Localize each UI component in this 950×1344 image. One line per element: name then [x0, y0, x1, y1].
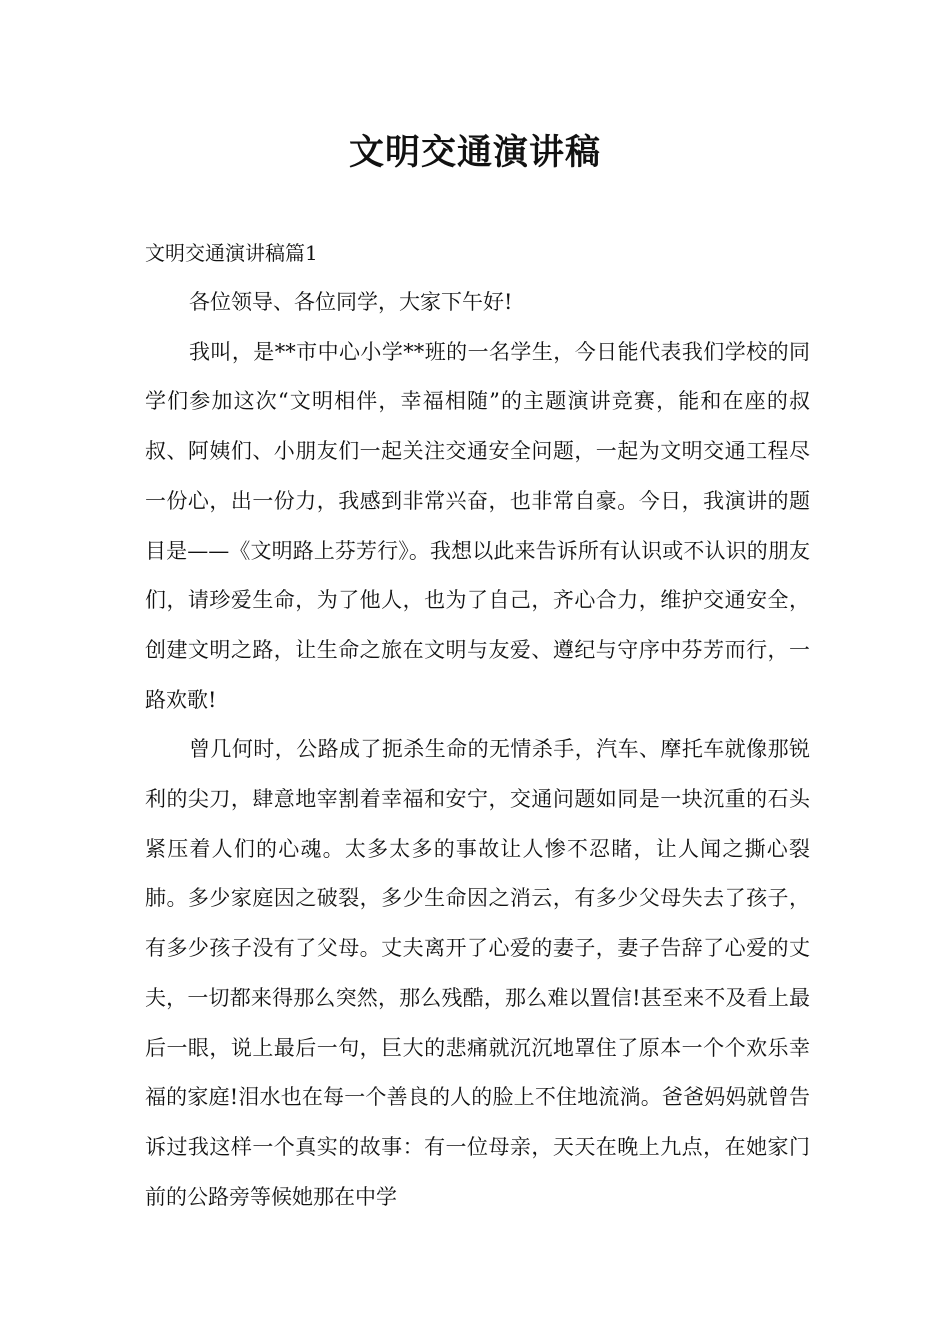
- document-body: [145, 228, 810, 1222]
- paragraph-greeting: 各位领导、各位同学，大家下午好!: [189, 290, 513, 314]
- section-heading: 文明交通演讲稿篇1: [145, 241, 318, 265]
- paragraph-story: 曾几何时，公路成了扼杀生命的无情杀手，汽车、摩托车就像那锐利的尖刀，肆意地宰割着幸福和安宁，交通问题如同是一块沉重的石头紧压着人们的心魂。太多太多的事故让人惨不忍睹，让人闻之撕心裂肺。多少家庭因之破裂，多少生命因之消云，有多少父母失去了孩子，有多少孩子没有了父母。丈夫离开了心爱的妻子，妻子告辞了心爱的丈夫，一切都来得那么突然，那么残酷，那么难以置信!甚至来不及看上最后一眼，说上最后一句，巨大的悲痛就沉沉地罩住了原本一个个欢乐幸福的家庭!泪水也在每一个善良的人的脸上不住地流淌。爸爸妈妈就曾告诉过我这样一个真实的故事：有一位母亲，天天在晚上九点，在她家门前的公路旁等候她那在中学: [145, 737, 810, 1209]
- document-title: 文明交通演讲稿: [348, 132, 601, 173]
- paragraph-introduction: 我叫，是**市中心小学**班的一名学生，今日能代表我们学校的同学们参加这次“文明相伴，幸福相随”的主题演讲竞赛，能和在座的叔叔、阿姨们、小朋友们一起关注交通安全问题，一起为文明交通工程尽一份心，出一份力，我感到非常兴奋，也非常自豪。今日，我演讲的题目是——《文明路上芬芳行》。我想以此来告诉所有认识或不认识的朋友们，请珍爱生命，为了他人，也为了自己，齐心合力，维护交通安全，创建文明之路，让生命之旅在文明与友爱、遵纪与守序中芬芳而行，一路欢歌!: [145, 339, 810, 712]
